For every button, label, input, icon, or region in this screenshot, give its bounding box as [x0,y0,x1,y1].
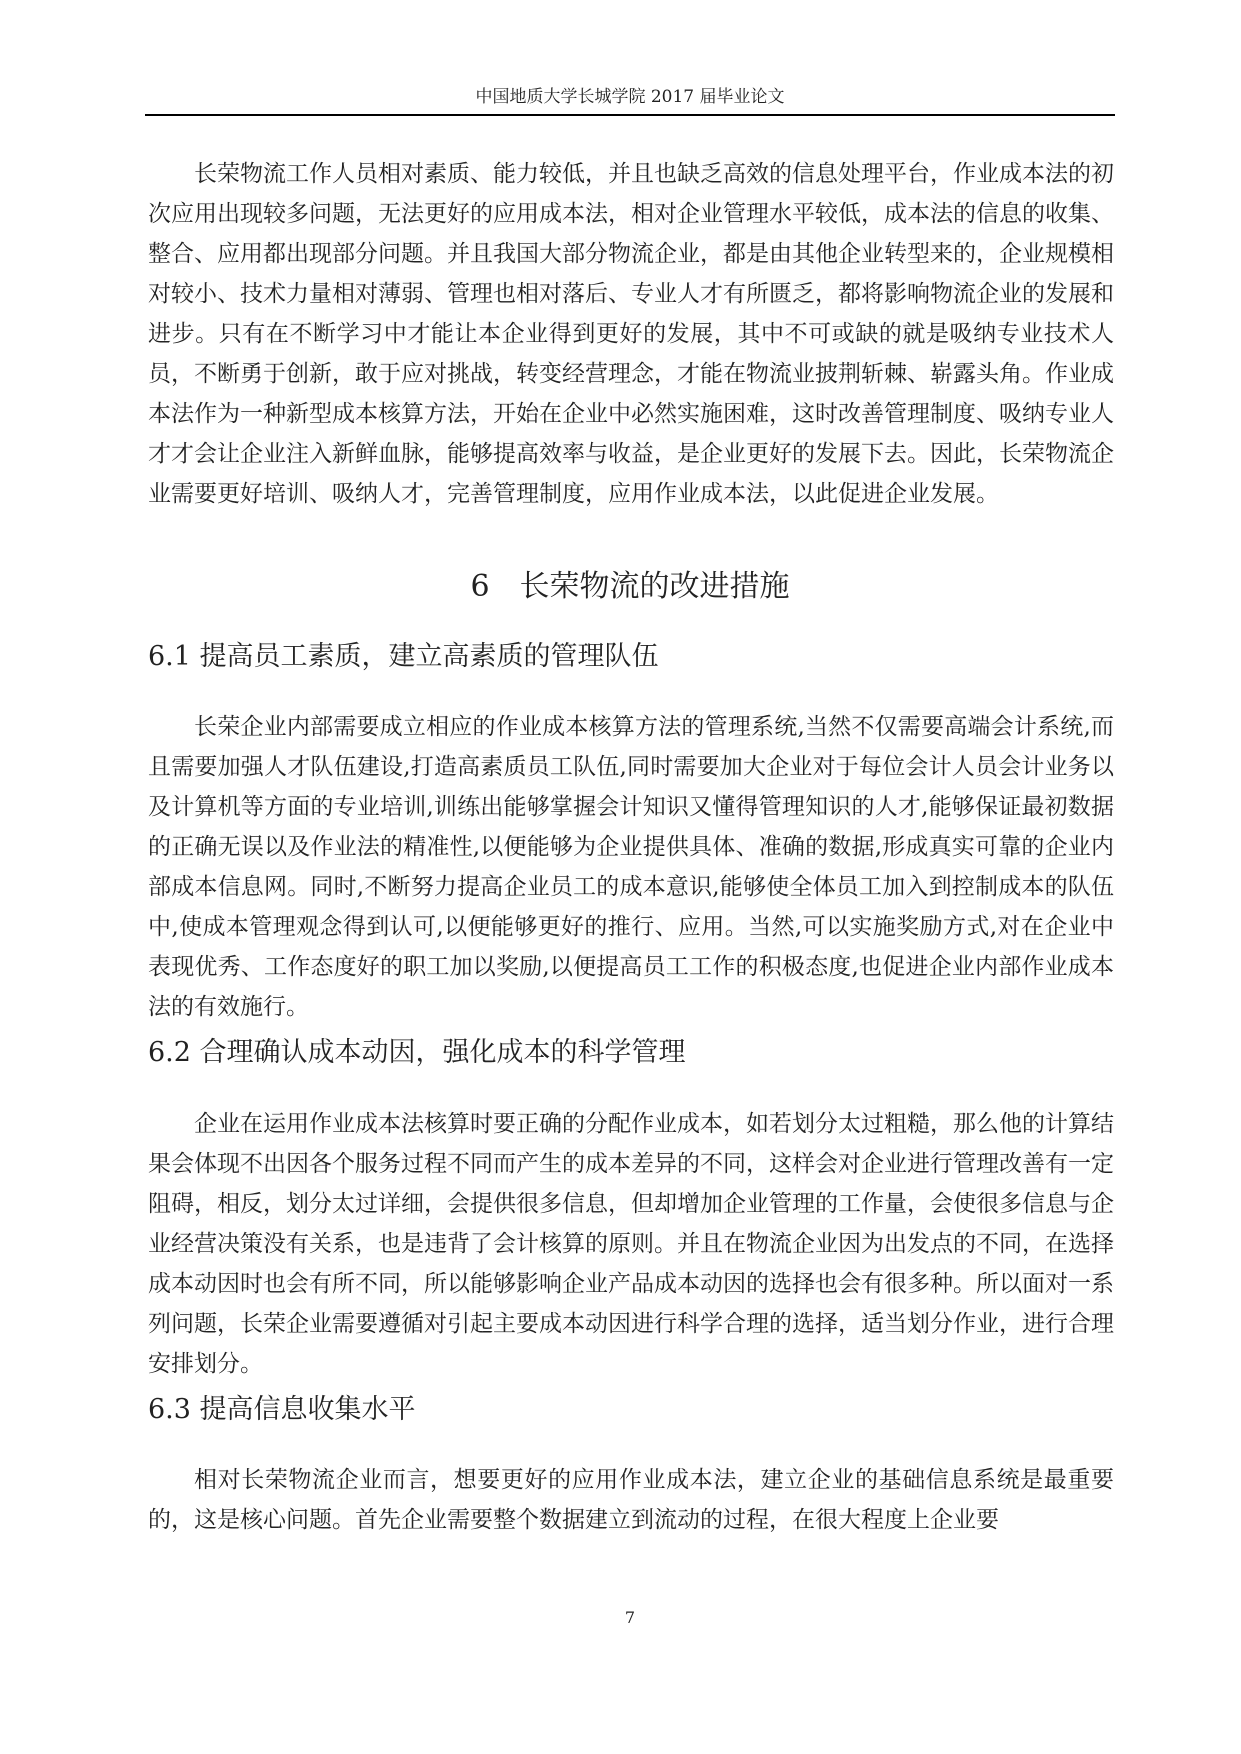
page-number: 7 [624,1608,636,1627]
header-title: 中国地质大学长城学院 2017 届毕业论文 [475,87,785,107]
section-6-3-paragraph: 相对长荣物流企业而言，想要更好的应用作业成本法，建立企业的基础信息系统是最重要的，这是核心问题。首先企业需要整个数据建立到流动的过程，在很大程度上企业要 [148,1467,1114,1533]
section-heading-6-1: 6.1 提高员工素质，建立高素质的管理队伍 [148,641,659,672]
chapter-title: 6 长荣物流的改进措施 [470,569,790,604]
running-header [145,80,1115,116]
section-heading-6-3: 6.3 提高信息收集水平 [148,1394,416,1425]
section-heading-6-2: 6.2 合理确认成本动因，强化成本的科学管理 [148,1037,686,1068]
section-6-1-paragraph: 长荣企业内部需要成立相应的作业成本核算方法的管理系统,当然不仅需要高端会计系统,而且需要加强人才队伍建设,打造高素质员工队伍,同时需要加大企业对于每位会计人员会计业务以及计算机等方面的专业培训,训练出能够掌握会计知识又懂得管理知识的人才,能够保证最初数据的正确无误以及作业法的精准性,以便能够为企业提供具体、准确的数据,形成真实可靠的企业内部成本信息网。同时,不断努力提高企业员工的成本意识,能够使全体员工加入到控制成本的队伍中,使成本管理观念得到认可,以便能够更好的推行、应用。当然,可以实施奖励方式,对在企业中表现优秀、工作态度好的职工加以奖励,以便提高员工工作的积极态度,也促进企业内部作业成本法的有效施行。 [148,714,1114,1020]
section-6-2-paragraph: 企业在运用作业成本法核算时要正确的分配作业成本，如若划分太过粗糙，那么他的计算结果会体现不出因各个服务过程不同而产生的成本差异的不同，这样会对企业进行管理改善有一定阻碍，相反，划分太过详细，会提供很多信息，但却增加企业管理的工作量，会使很多信息与企业经营决策没有关系，也是违背了会计核算的原则。并且在物流企业因为出发点的不同，在选择成本动因时也会有所不同，所以能够影响企业产品成本动因的选择也会有很多种。所以面对一系列问题，长荣企业需要遵循对引起主要成本动因进行科学合理的选择，适当划分作业，进行合理安排划分。 [148,1111,1114,1377]
intro-paragraph: 长荣物流工作人员相对素质、能力较低，并且也缺乏高效的信息处理平台，作业成本法的初次应用出现较多问题，无法更好的应用成本法，相对企业管理水平较低，成本法的信息的收集、整合、应用都出现部分问题。并且我国大部分物流企业，都是由其他企业转型来的，企业规模相对较小、技术力量相对薄弱、管理也相对落后、专业人才有所匮乏，都将影响物流企业的发展和进步。只有在不断学习中才能让本企业得到更好的发展，其中不可或缺的就是吸纳专业技术人员，不断勇于创新，敢于应对挑战，转变经营理念，才能在物流业披荆斩棘、崭露头角。作业成本法作为一种新型成本核算方法，开始在企业中必然实施困难，这时改善管理制度、吸纳专业人才才会让企业注入新鲜血脉，能够提高效率与收益，是企业更好的发展下去。因此，长荣物流企业需要更好培训、吸纳人才，完善管理制度，应用作业成本法，以此促进企业发展。 [148,161,1114,507]
